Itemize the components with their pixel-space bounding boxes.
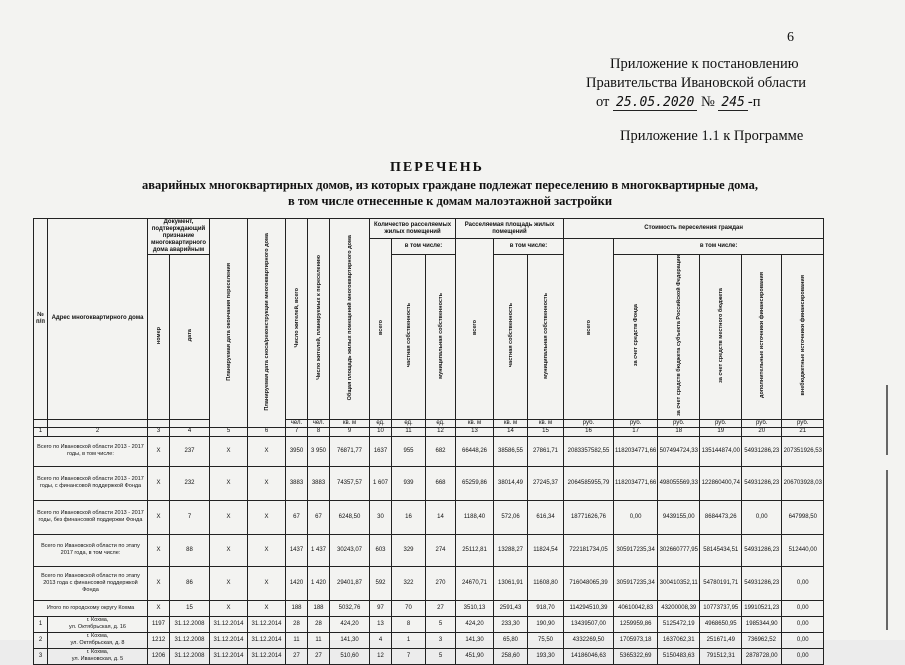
col-total-area-header: Общая площадь жилых помещений многоквартирного дома <box>346 234 353 401</box>
col-index: 4 <box>170 427 210 436</box>
row-label: Всего по Ивановской области 2013 - 2017 годы, с финансовой поддержкой Фонда <box>34 466 148 500</box>
table-cell: Х <box>248 466 286 500</box>
table-cell: 30 <box>370 500 392 534</box>
table-cell: 31.12.2014 <box>248 616 286 632</box>
table-cell: 16 <box>392 500 426 534</box>
table-cell: 207351926,53 <box>782 436 824 466</box>
table-cell: 716048065,39 <box>564 566 614 600</box>
table-cell: 70 <box>392 600 426 616</box>
row-number: 3 <box>34 648 48 664</box>
table-cell: 722181734,05 <box>564 534 614 566</box>
row-number: 1 <box>34 616 48 632</box>
table-row <box>34 632 824 648</box>
table-cell: 65259,86 <box>456 466 494 500</box>
table-cell: 0,00 <box>742 500 782 534</box>
table-cell: 939 <box>392 466 426 500</box>
table-cell: 190,90 <box>528 616 564 632</box>
table-cell: Х <box>148 600 170 616</box>
col-address-header: Адрес многоквартирного дома <box>48 219 148 420</box>
table-cell: 31.12.2014 <box>210 648 248 664</box>
table-cell: 0,00 <box>782 632 824 648</box>
unit-cell: кв. м <box>330 419 370 427</box>
row-address <box>48 648 148 664</box>
col-index: 1 <box>34 427 48 436</box>
handwritten-number: 245 <box>718 95 747 111</box>
unit-cell: чел. <box>308 419 330 427</box>
table-cell: 28 <box>308 616 330 632</box>
col-index: 16 <box>564 427 614 436</box>
address-city: г. Кохма, <box>86 649 109 656</box>
table-cell: 232 <box>170 466 210 500</box>
col-area-municipal: муниципальная собственность <box>542 292 549 379</box>
document-subtitle <box>130 177 770 209</box>
table-cell: Х <box>148 566 170 600</box>
table-cell: 27245,37 <box>528 466 564 500</box>
unit-cell: кв. м <box>494 419 528 427</box>
table-cell: 3950 <box>286 436 308 466</box>
table-cell: 8684473,26 <box>700 500 742 534</box>
table-cell: 2083357582,55 <box>564 436 614 466</box>
table-cell: 2064585955,79 <box>564 466 614 500</box>
unit-cell: ед. <box>392 419 426 427</box>
unit-cell: руб. <box>614 419 658 427</box>
table-cell: 66448,26 <box>456 436 494 466</box>
decree-header <box>586 55 840 112</box>
table-cell: 1259959,86 <box>614 616 658 632</box>
table-cell: 668 <box>426 466 456 500</box>
address-city: г. Кохма, <box>86 633 109 640</box>
table-cell: 572,06 <box>494 500 528 534</box>
table-cell: 251671,49 <box>700 632 742 648</box>
number-suffix: -п <box>747 94 761 110</box>
table-cell: 7 <box>170 500 210 534</box>
col-index: 8 <box>308 427 330 436</box>
row-label: Всего по Ивановской области 2013 - 2017 годы, в том числе: <box>34 436 148 466</box>
table-cell: 193,30 <box>528 648 564 664</box>
table-cell: 11608,80 <box>528 566 564 600</box>
units-row <box>34 419 824 427</box>
table-cell: 3 <box>426 632 456 648</box>
table-cell: 54931286,23 <box>742 566 782 600</box>
row-address <box>48 632 148 648</box>
table-cell: 54931286,23 <box>742 534 782 566</box>
table-cell: 4 <box>370 632 392 648</box>
unit-cell: руб. <box>742 419 782 427</box>
table-cell: 498055569,33 <box>658 466 700 500</box>
table-cell: 258,60 <box>494 648 528 664</box>
table-cell: 2591,43 <box>494 600 528 616</box>
summary-row <box>34 566 824 600</box>
table-cell: 616,34 <box>528 500 564 534</box>
table-cell: 10773737,95 <box>700 600 742 616</box>
table-cell: 38014,49 <box>494 466 528 500</box>
table-cell: 75,50 <box>528 632 564 648</box>
table-cell: 0,00 <box>782 616 824 632</box>
table-cell: 1182034771,66 <box>614 436 658 466</box>
col-cost-local: за счет средств местного бюджета <box>717 288 724 383</box>
header-date-line <box>596 93 840 112</box>
table-cell: 1197 <box>148 616 170 632</box>
table-cell: 5 <box>426 648 456 664</box>
table-cell: 955 <box>392 436 426 466</box>
document-title: ПЕРЕЧЕНЬ <box>390 160 484 175</box>
table-cell: 1985344,90 <box>742 616 782 632</box>
table-cell: 1206 <box>148 648 170 664</box>
table-cell: Х <box>148 466 170 500</box>
unit-cell: руб. <box>782 419 824 427</box>
col-index: 6 <box>248 427 286 436</box>
table-cell: 603 <box>370 534 392 566</box>
col-doc-date: дата <box>186 329 193 342</box>
table-cell: 4968650,95 <box>700 616 742 632</box>
table-cell: 29401,87 <box>330 566 370 600</box>
col-index: 20 <box>742 427 782 436</box>
table-cell: 1 437 <box>308 534 330 566</box>
table-cell: 31.12.2008 <box>170 648 210 664</box>
table-cell: 1 420 <box>308 566 330 600</box>
unit-cell: кв. м <box>456 419 494 427</box>
table-cell: 2878728,00 <box>742 648 782 664</box>
table-cell: 300410352,11 <box>658 566 700 600</box>
table-cell: 76871,77 <box>330 436 370 466</box>
table-cell: 13 <box>370 616 392 632</box>
table-cell: 114294510,39 <box>564 600 614 616</box>
col-document-header: Документ, подтверждающий признание многоквартирного дома аварийным <box>148 219 210 255</box>
table-cell: 188 <box>286 600 308 616</box>
col-cost-extrabudget: внебюджетные источники финансирования <box>799 275 806 396</box>
table-cell: 18771626,76 <box>564 500 614 534</box>
table-cell: 38586,55 <box>494 436 528 466</box>
table-cell: 122860400,74 <box>700 466 742 500</box>
col-cost-fund: за счет средств Фонда <box>632 304 639 367</box>
col-units-incl: в том числе: <box>392 239 456 255</box>
table-cell: 14186046,63 <box>564 648 614 664</box>
table-cell: 1437 <box>286 534 308 566</box>
table-cell: 510,60 <box>330 648 370 664</box>
unit-cell: руб. <box>700 419 742 427</box>
table-cell: 141,30 <box>456 632 494 648</box>
col-index: 19 <box>700 427 742 436</box>
table-cell: 5 <box>426 616 456 632</box>
table-cell: 65,80 <box>494 632 528 648</box>
table-cell: 31.12.2008 <box>170 616 210 632</box>
col-residents-planned-header: Число жителей, планируемых к переселению <box>315 255 322 380</box>
col-index: 11 <box>392 427 426 436</box>
table-cell: 86 <box>170 566 210 600</box>
table-cell: Х <box>210 500 248 534</box>
col-index: 17 <box>614 427 658 436</box>
table-cell: Х <box>148 500 170 534</box>
resettlement-table <box>33 218 824 665</box>
table-cell: 43200008,39 <box>658 600 700 616</box>
table-cell: 237 <box>170 436 210 466</box>
table-cell: 40610042,83 <box>614 600 658 616</box>
table-cell: 1420 <box>286 566 308 600</box>
table-cell: 27 <box>286 648 308 664</box>
date-prefix: от <box>596 94 610 110</box>
col-index: 10 <box>370 427 392 436</box>
table-cell: 1637062,31 <box>658 632 700 648</box>
table-cell: 13439507,00 <box>564 616 614 632</box>
binding-edge-mark <box>886 385 888 455</box>
table-cell: 5125472,19 <box>658 616 700 632</box>
col-units-municipal: муниципальная собственность <box>437 292 444 379</box>
address-street: ул. Октябрьская, д. 8 <box>70 640 125 647</box>
row-label: Всего по Ивановской области по этапу 2017 года, в том числе: <box>34 534 148 566</box>
table-cell: 1182034771,66 <box>614 466 658 500</box>
table-cell: 329 <box>392 534 426 566</box>
table-cell: 54931286,23 <box>742 436 782 466</box>
unit-cell: ед. <box>370 419 392 427</box>
table-cell: 512440,00 <box>782 534 824 566</box>
header-line-2: Правительства Ивановской области <box>586 75 807 91</box>
unit-cell: руб. <box>658 419 700 427</box>
row-label: Итого по городскому округу Кохма <box>34 600 148 616</box>
col-area-private: частная собственность <box>507 303 514 368</box>
table-cell: 305917235,34 <box>614 534 658 566</box>
col-resettle-date-header: Планируемая дата окончания переселения <box>225 262 232 381</box>
table-cell: 8 <box>392 616 426 632</box>
table-cell: 424,20 <box>456 616 494 632</box>
table-cell: Х <box>248 566 286 600</box>
table-cell: 25112,81 <box>456 534 494 566</box>
table-cell: 19910521,23 <box>742 600 782 616</box>
table-cell: 1188,40 <box>456 500 494 534</box>
summary-row <box>34 500 824 534</box>
table-cell: 424,20 <box>330 616 370 632</box>
table-cell: 31.12.2008 <box>170 632 210 648</box>
summary-row <box>34 534 824 566</box>
row-address <box>48 616 148 632</box>
table-cell: 27861,71 <box>528 436 564 466</box>
table-cell: 5150483,63 <box>658 648 700 664</box>
table-cell: 0,00 <box>782 648 824 664</box>
table-cell: 270 <box>426 566 456 600</box>
table-cell: 188 <box>308 600 330 616</box>
table-cell: 88 <box>170 534 210 566</box>
table-cell: 3510,13 <box>456 600 494 616</box>
col-cost-header: Стоимость переселения граждан <box>564 219 824 239</box>
col-index: 2 <box>48 427 148 436</box>
table-cell: 507494724,33 <box>658 436 700 466</box>
table-cell: 305917235,34 <box>614 566 658 600</box>
table-cell: 0,00 <box>614 500 658 534</box>
col-demolish-date-header: Планируемая дата сноса/реконструкции многоквартирного дома <box>263 232 270 411</box>
table-cell: Х <box>210 534 248 566</box>
col-index: 15 <box>528 427 564 436</box>
unit-cell: руб. <box>564 419 614 427</box>
table-cell: 58145434,51 <box>700 534 742 566</box>
col-cost-region: за счет средств бюджета субъекта Российской Федерации <box>675 255 682 416</box>
address-street: ул. Октябрьская, д. 16 <box>69 624 126 631</box>
table-cell: 135144874,00 <box>700 436 742 466</box>
table-cell: Х <box>210 466 248 500</box>
table-cell: Х <box>248 534 286 566</box>
col-index: 3 <box>148 427 170 436</box>
table-cell: 15 <box>170 600 210 616</box>
table-cell: 1637 <box>370 436 392 466</box>
table-cell: Х <box>148 534 170 566</box>
col-index: 7 <box>286 427 308 436</box>
col-units-private: частная собственность <box>405 303 412 368</box>
table-row <box>34 616 824 632</box>
table-cell: 302660777,95 <box>658 534 700 566</box>
table-cell: 1 607 <box>370 466 392 500</box>
table-cell: 13061,91 <box>494 566 528 600</box>
col-index: 12 <box>426 427 456 436</box>
summary-row <box>34 600 824 616</box>
col-doc-number: номер <box>155 326 162 344</box>
row-label: Всего по Ивановской области по этапу 2013 года с финансовой поддержкой Фонда <box>34 566 148 600</box>
unit-cell: чел. <box>286 419 308 427</box>
table-cell: Х <box>248 436 286 466</box>
col-units-header: Количество расселяемых жилых помещений <box>370 219 456 239</box>
unit-cell: ед. <box>426 419 456 427</box>
col-index: 9 <box>330 427 370 436</box>
table-cell: 918,70 <box>528 600 564 616</box>
table-cell: 30243,07 <box>330 534 370 566</box>
table-cell: 0,00 <box>782 600 824 616</box>
table-row <box>34 648 824 664</box>
table-cell: 9439155,00 <box>658 500 700 534</box>
table-cell: 647998,50 <box>782 500 824 534</box>
table-cell: 31.12.2014 <box>248 648 286 664</box>
table-cell: 74357,57 <box>330 466 370 500</box>
table-cell: 1705973,18 <box>614 632 658 648</box>
table-cell: 206703928,03 <box>782 466 824 500</box>
annex-label: Приложение 1.1 к Программе <box>620 128 804 144</box>
table-cell: Х <box>248 500 286 534</box>
col-units-total: всего <box>377 319 384 335</box>
col-residents-header: Число жителей, всего <box>293 287 300 348</box>
table-cell: 31.12.2014 <box>210 632 248 648</box>
col-index: 18 <box>658 427 700 436</box>
table-cell: 27 <box>308 648 330 664</box>
table-cell: 7 <box>392 648 426 664</box>
address-city: г. Кохма, <box>86 617 109 624</box>
table-cell: 27 <box>426 600 456 616</box>
column-number-row <box>34 427 824 436</box>
table-cell: 3883 <box>308 466 330 500</box>
table-cell: 12 <box>370 648 392 664</box>
table-cell: 54780191,71 <box>700 566 742 600</box>
subtitle-line-1: аварийных многоквартирных домов, из которых граждане подлежат переселению в многоквартирные дома, <box>142 178 758 192</box>
table-cell: 13288,27 <box>494 534 528 566</box>
table-cell: 682 <box>426 436 456 466</box>
table-cell: 31.12.2014 <box>248 632 286 648</box>
table-cell: 791512,31 <box>700 648 742 664</box>
table-cell: 5365322,69 <box>614 648 658 664</box>
row-number: 2 <box>34 632 48 648</box>
address-street: ул. Ивановская, д. 5 <box>71 656 124 663</box>
table-body <box>34 436 824 664</box>
table-cell: 274 <box>426 534 456 566</box>
table-cell: 28 <box>286 616 308 632</box>
col-index: 14 <box>494 427 528 436</box>
table-cell: 4332269,50 <box>564 632 614 648</box>
table-cell: 322 <box>392 566 426 600</box>
table-cell: Х <box>210 566 248 600</box>
col-index: 13 <box>456 427 494 436</box>
table-cell: 97 <box>370 600 392 616</box>
table-cell: 24670,71 <box>456 566 494 600</box>
table-cell: Х <box>248 600 286 616</box>
col-cost-additional: дополнительные источники финансирования <box>758 272 765 399</box>
subtitle-line-2: в том числе отнесенные к домам малоэтажной застройки <box>287 194 613 208</box>
row-label: Всего по Ивановской области 2013 - 2017 годы, без финансовой поддержки Фонда <box>34 500 148 534</box>
table-cell: 11 <box>308 632 330 648</box>
col-cost-total: всего <box>585 319 592 335</box>
col-area-header: Расселяемая площадь жилых помещений <box>456 219 564 239</box>
table-cell: 6248,50 <box>330 500 370 534</box>
table-cell: 141,30 <box>330 632 370 648</box>
unit-cell: кв. м <box>528 419 564 427</box>
table-cell: 736962,52 <box>742 632 782 648</box>
table-cell: 3883 <box>286 466 308 500</box>
table-cell: 3 950 <box>308 436 330 466</box>
col-index: 5 <box>210 427 248 436</box>
handwritten-date: 25.05.2020 <box>613 95 697 111</box>
table-cell: 14 <box>426 500 456 534</box>
table-cell: 592 <box>370 566 392 600</box>
table-cell: 5032,76 <box>330 600 370 616</box>
binding-edge-mark <box>886 470 888 630</box>
table-cell: 233,30 <box>494 616 528 632</box>
table-cell: 0,00 <box>782 566 824 600</box>
table-cell: 31.12.2014 <box>210 616 248 632</box>
summary-row <box>34 466 824 500</box>
header-line-1: Приложение к постановлению <box>610 56 799 72</box>
col-area-total: всего <box>471 319 478 335</box>
col-index: 21 <box>782 427 824 436</box>
table-cell: 1 <box>392 632 426 648</box>
table-cell: 11824,54 <box>528 534 564 566</box>
table-cell: 451,90 <box>456 648 494 664</box>
table-cell: 67 <box>286 500 308 534</box>
table-cell: Х <box>148 436 170 466</box>
col-number-header: № п/п <box>34 219 48 420</box>
number-prefix: № <box>700 94 715 110</box>
table-cell: 1212 <box>148 632 170 648</box>
summary-row <box>34 436 824 466</box>
col-cost-incl: в том числе: <box>614 239 824 255</box>
page-number: 6 <box>787 30 794 45</box>
table-cell: 54931286,23 <box>742 466 782 500</box>
table-cell: Х <box>210 600 248 616</box>
col-area-incl: в том числе: <box>494 239 564 255</box>
table-cell: Х <box>210 436 248 466</box>
table-cell: 67 <box>308 500 330 534</box>
table-cell: 11 <box>286 632 308 648</box>
